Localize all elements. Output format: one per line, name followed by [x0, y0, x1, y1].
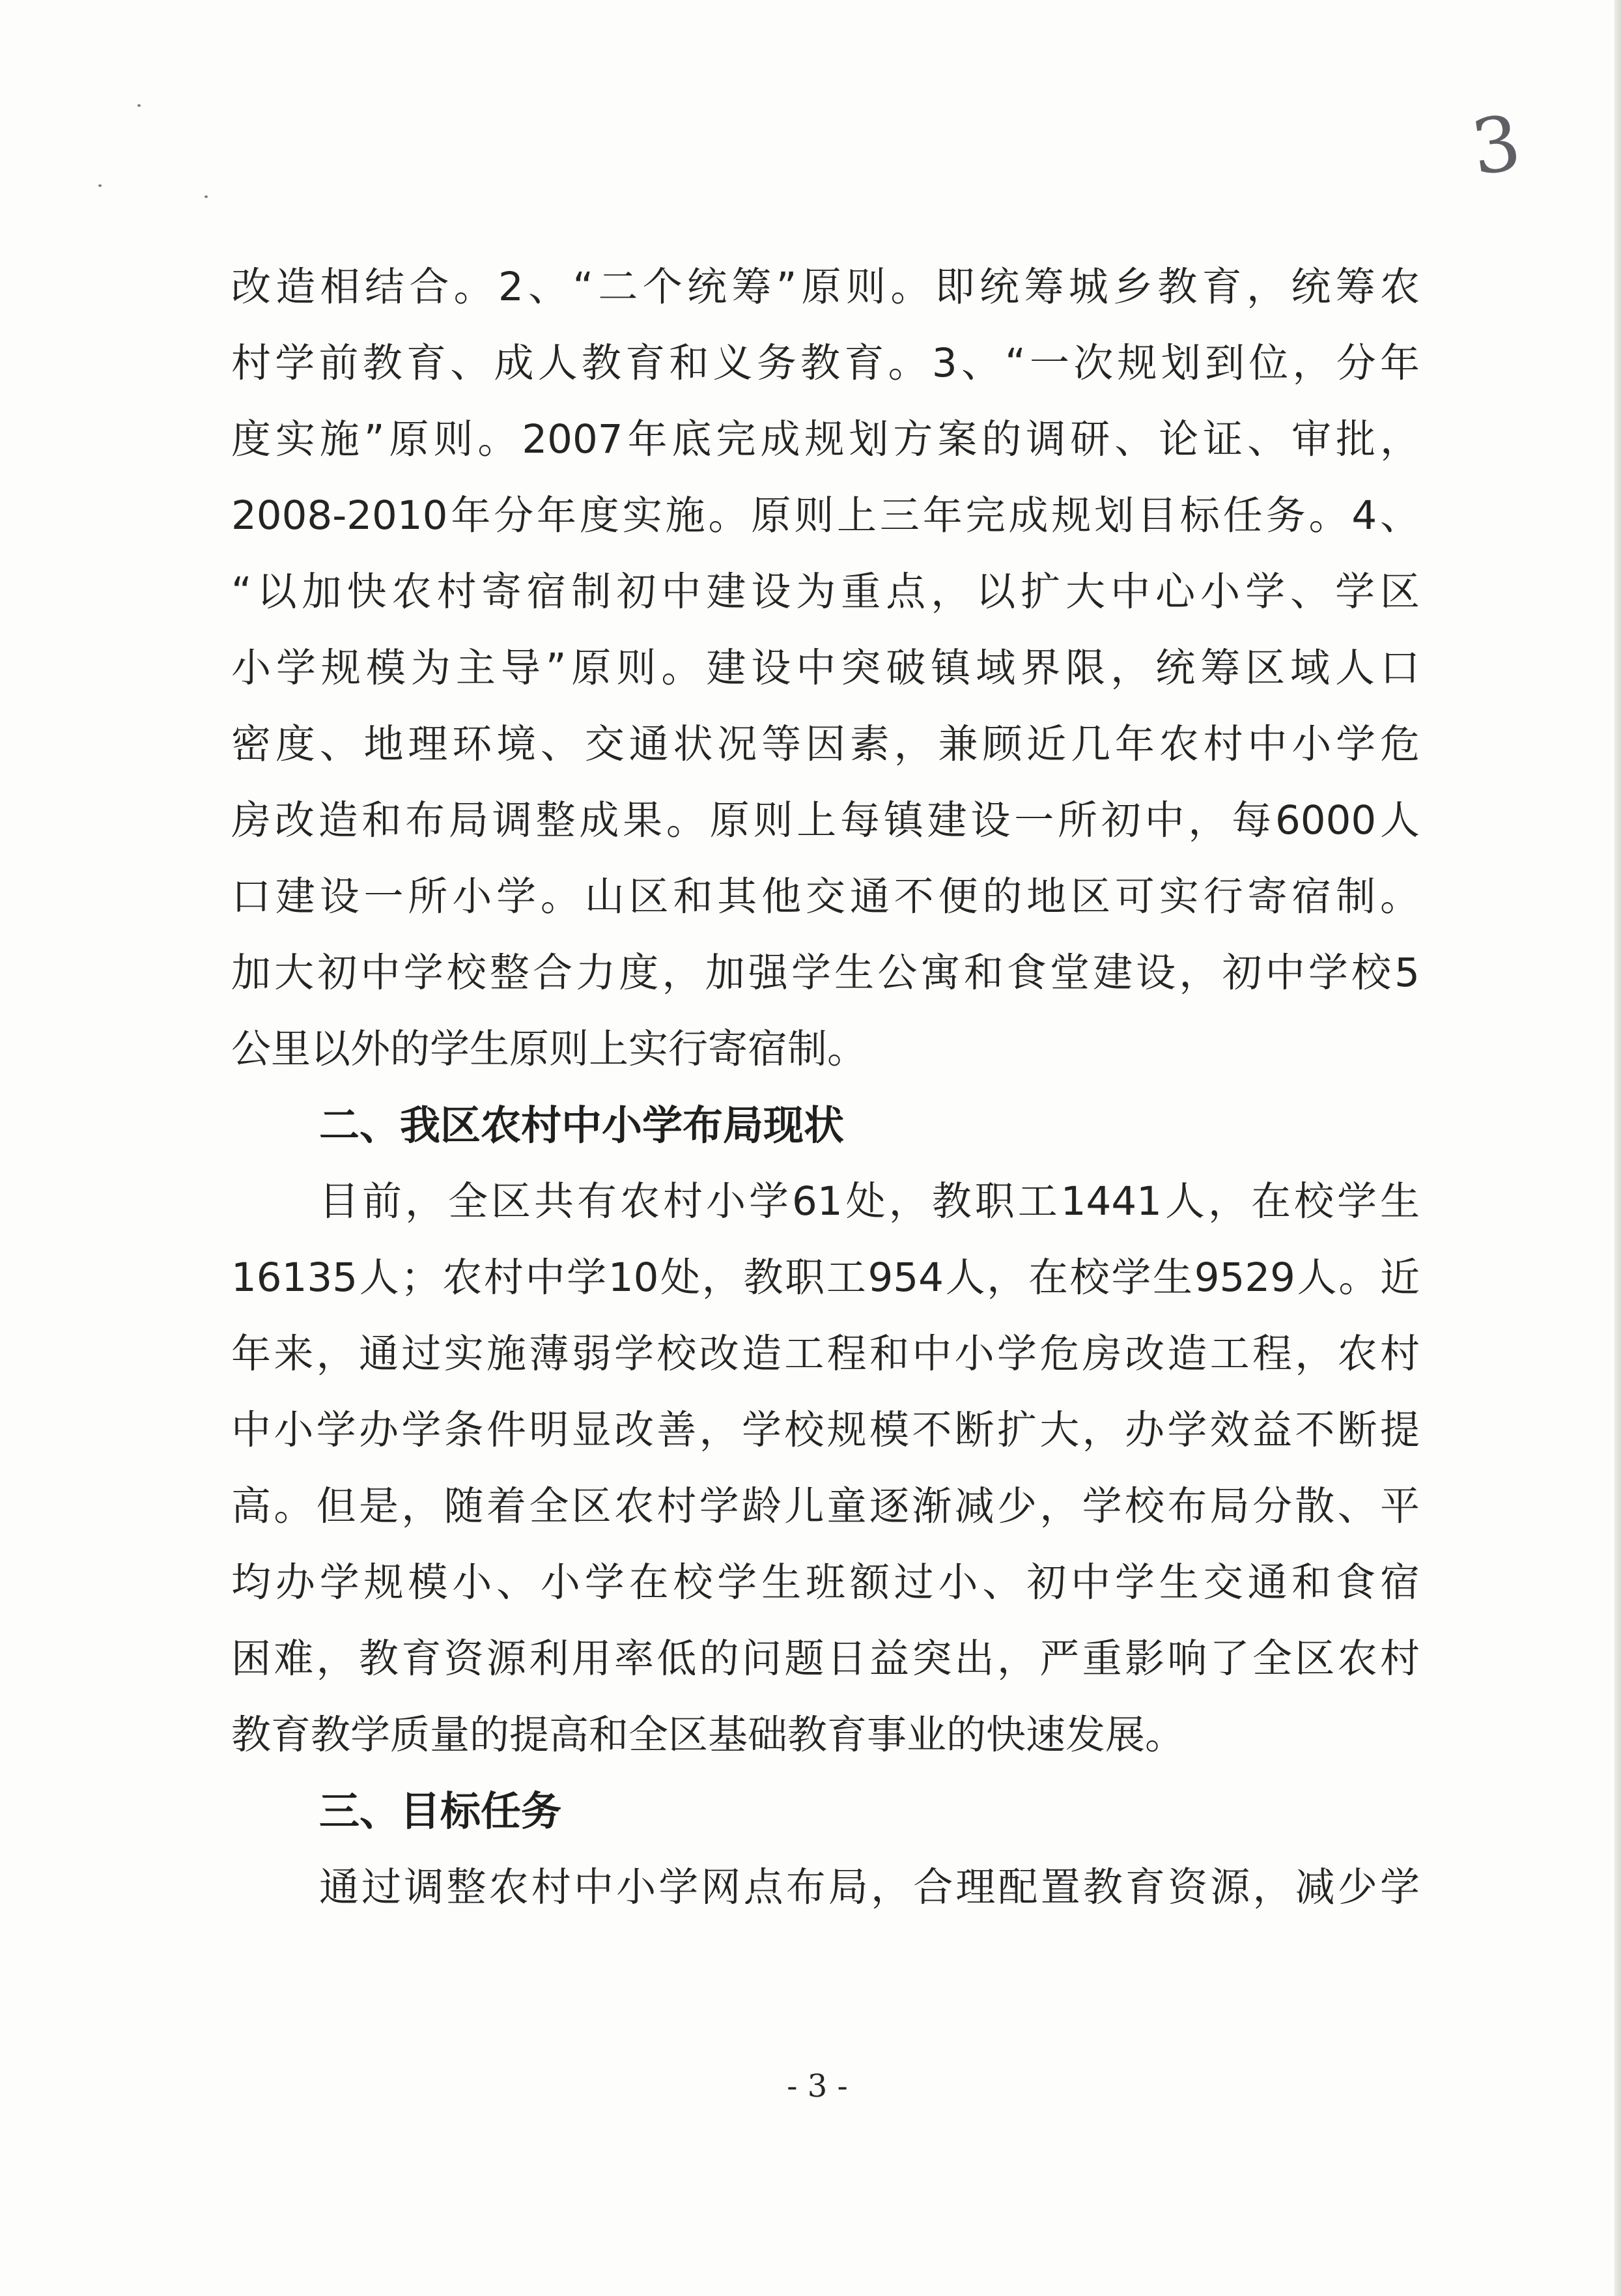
- document-line: 2008-2010年分年度实施。原则上三年完成规划目标任务。4、: [231, 492, 1420, 539]
- section-line: 均办学规模小、小学在校学生班额过小、初中学生交通和食宿: [231, 1559, 1420, 1606]
- section-line: 通过调整农村中小学网点布局，合理配置教育资源，减少学: [319, 1864, 1420, 1910]
- section-heading: 三、目标任务: [319, 1787, 562, 1835]
- section-line: 困难，教育资源利用率低的问题日益突出，严重影响了全区农村: [231, 1636, 1420, 1682]
- document-line: 村学前教育、成人教育和义务教育。3、“一次规划到位，分年: [231, 340, 1420, 386]
- section-line: 年来，通过实施薄弱学校改造工程和中小学危房改造工程，农村: [231, 1331, 1420, 1377]
- section-line: 中小学办学条件明显改善，学校规模不断扩大，办学效益不断提: [231, 1407, 1420, 1453]
- document-line: 密度、地理环境、交通状况等因素，兼顾近几年农村中小学危: [231, 721, 1420, 767]
- page-number: - 3 -: [787, 2068, 848, 2105]
- document-body: [231, 249, 1420, 1925]
- document-line: 小学规模为主导”原则。建设中突破镇域界限，统筹区域人口: [231, 645, 1420, 691]
- section-line: 高。但是，随着全区农村学龄儿童逐渐减少，学校布局分散、平: [231, 1483, 1420, 1529]
- handwritten-page-number: 3: [1466, 98, 1527, 193]
- section-line: 教育教学质量的提高和全区基础教育事业的快速发展。: [231, 1712, 1185, 1758]
- document-line: 公里以外的学生原则上实行寄宿制。: [231, 1026, 867, 1072]
- document-line: 口建设一所小学。山区和其他交通不便的地区可实行寄宿制。: [231, 873, 1420, 920]
- section-heading: 二、我区农村中小学布局现状: [319, 1101, 845, 1149]
- document-line: “以加快农村寄宿制初中建设为重点，以扩大中心小学、学区: [231, 569, 1420, 615]
- document-line: 加大初中学校整合力度，加强学生公寓和食堂建设，初中学校5: [231, 950, 1420, 996]
- scan-speck: [137, 104, 141, 107]
- document-line: 改造相结合。2、“二个统筹”原则。即统筹城乡教育，统筹农: [231, 264, 1420, 310]
- scan-edge: [1614, 0, 1621, 2296]
- scan-speck: [98, 184, 102, 187]
- document-line: 度实施”原则。2007年底完成规划方案的调研、论证、审批，: [231, 416, 1420, 462]
- document-line: 房改造和布局调整成果。原则上每镇建设一所初中，每6000人: [231, 797, 1420, 843]
- scan-speck: [204, 195, 208, 198]
- section-line: 目前，全区共有农村小学61处，教职工1441人，在校学生: [319, 1178, 1420, 1225]
- section-line: 16135人；农村中学10处，教职工954人，在校学生9529人。近: [231, 1254, 1420, 1301]
